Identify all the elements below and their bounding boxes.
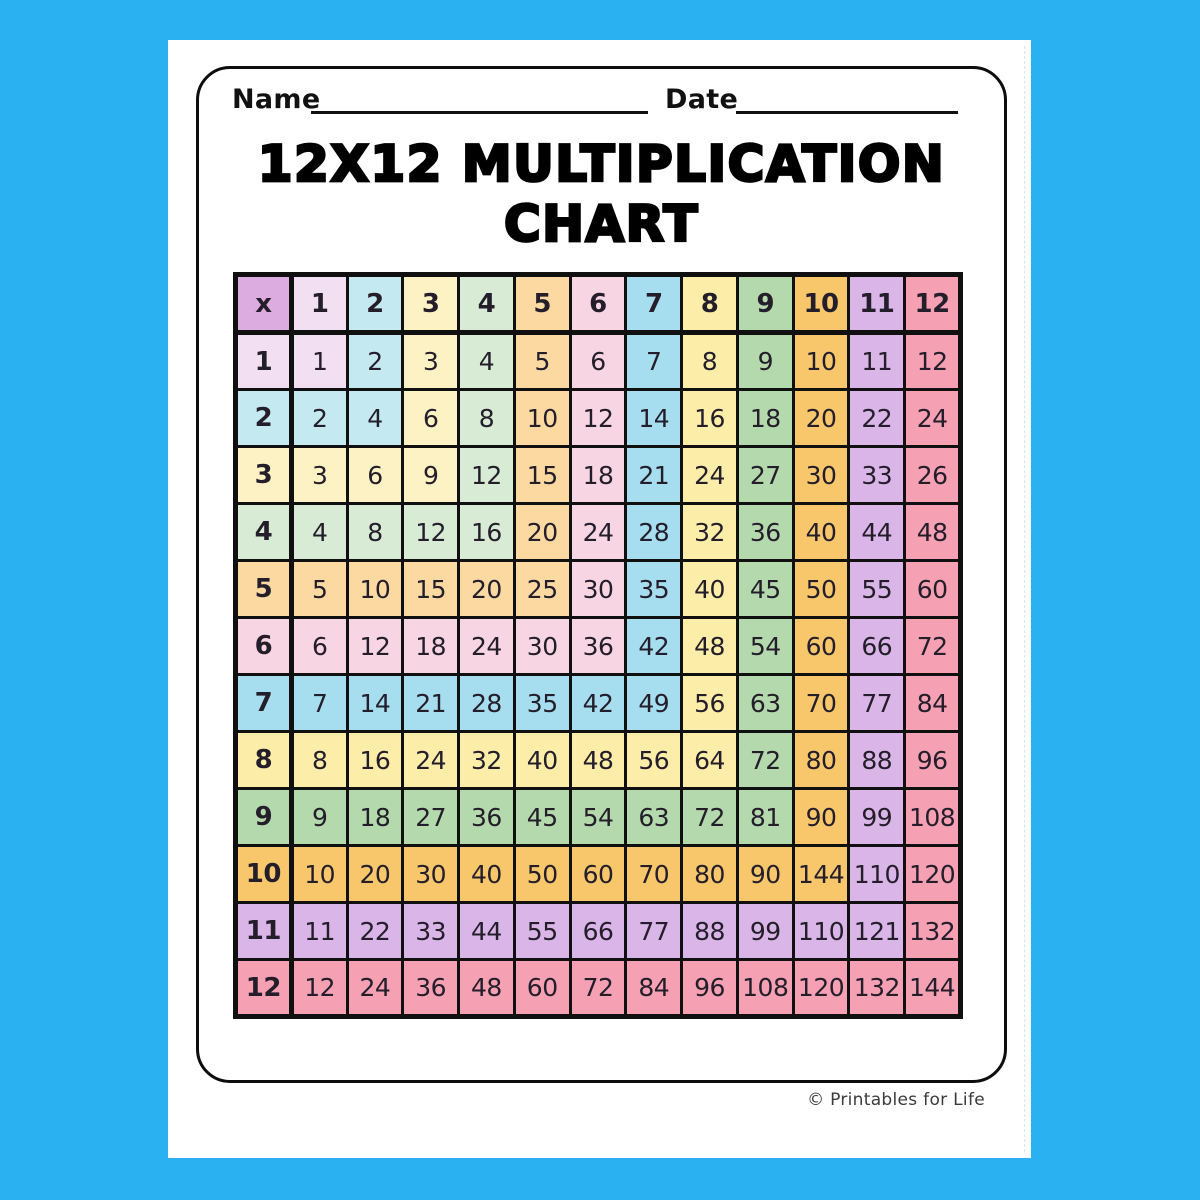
row-header: 8	[236, 732, 292, 789]
col-header: 4	[459, 275, 515, 333]
table-cell: 35	[626, 561, 682, 618]
table-cell: 96	[682, 960, 738, 1017]
table-row	[236, 504, 961, 561]
name-blank-line	[311, 86, 648, 114]
table-cell: 24	[403, 732, 459, 789]
table-cell: 40	[793, 504, 849, 561]
table-cell: 18	[403, 618, 459, 675]
table-cell: 84	[905, 675, 961, 732]
table-cell: 42	[570, 675, 626, 732]
title-line-1: 12X12 MULTIPLICATION	[257, 135, 946, 193]
table-cell: 108	[737, 960, 793, 1017]
table-cell: 10	[793, 333, 849, 390]
table-cell: 36	[459, 789, 515, 846]
table-cell: 48	[570, 732, 626, 789]
table-cell: 10	[347, 561, 403, 618]
table-cell: 48	[682, 618, 738, 675]
table-cell: 16	[682, 390, 738, 447]
table-cell: 40	[682, 561, 738, 618]
table-cell: 22	[347, 903, 403, 960]
table-cell: 8	[347, 504, 403, 561]
col-header: 8	[682, 275, 738, 333]
table-cell: 24	[682, 447, 738, 504]
table-cell: 48	[905, 504, 961, 561]
table-cell: 12	[459, 447, 515, 504]
table-cell: 28	[626, 504, 682, 561]
table-cell: 55	[514, 903, 570, 960]
table-cell: 12	[403, 504, 459, 561]
table-cell: 60	[905, 561, 961, 618]
worksheet-page	[168, 40, 1031, 1158]
table-cell: 9	[403, 447, 459, 504]
table-cell: 7	[291, 675, 347, 732]
table-cell: 14	[347, 675, 403, 732]
table-cell: 90	[793, 789, 849, 846]
table-cell: 24	[459, 618, 515, 675]
table-cell: 3	[403, 333, 459, 390]
table-row	[236, 333, 961, 390]
cut-guide-line	[1024, 46, 1025, 1152]
table-cell: 27	[403, 789, 459, 846]
table-cell: 24	[347, 960, 403, 1017]
table-cell: 5	[291, 561, 347, 618]
table-row	[236, 561, 961, 618]
table-cell: 6	[291, 618, 347, 675]
row-header: 10	[236, 846, 292, 903]
table-cell: 96	[905, 732, 961, 789]
name-label: Name	[232, 84, 321, 115]
table-cell: 108	[905, 789, 961, 846]
table-row	[236, 618, 961, 675]
table-cell: 50	[793, 561, 849, 618]
table-cell: 66	[570, 903, 626, 960]
table-cell: 20	[347, 846, 403, 903]
table-cell: 11	[849, 333, 905, 390]
table-cell: 33	[403, 903, 459, 960]
worksheet-title	[196, 134, 1007, 254]
table-cell: 72	[682, 789, 738, 846]
table-cell: 55	[849, 561, 905, 618]
table-cell: 110	[849, 846, 905, 903]
table-cell: 25	[514, 561, 570, 618]
table-cell: 33	[849, 447, 905, 504]
table-cell: 88	[849, 732, 905, 789]
col-header: 9	[737, 275, 793, 333]
table-cell: 30	[793, 447, 849, 504]
table-cell: 24	[905, 390, 961, 447]
table-cell: 9	[291, 789, 347, 846]
table-cell: 6	[347, 447, 403, 504]
table-cell: 8	[459, 390, 515, 447]
date-blank-line	[736, 86, 958, 114]
table-cell: 35	[514, 675, 570, 732]
table-cell: 3	[291, 447, 347, 504]
col-header: 1	[291, 275, 347, 333]
table-cell: 18	[570, 447, 626, 504]
table-cell: 22	[849, 390, 905, 447]
table-cell: 54	[570, 789, 626, 846]
table-cell: 4	[291, 504, 347, 561]
table-cell: 80	[793, 732, 849, 789]
table-cell: 63	[626, 789, 682, 846]
table-cell: 72	[570, 960, 626, 1017]
table-cell: 110	[793, 903, 849, 960]
multiplication-table-body	[236, 275, 961, 1017]
col-header: 3	[403, 275, 459, 333]
table-row	[236, 789, 961, 846]
table-cell: 132	[849, 960, 905, 1017]
table-cell: 42	[626, 618, 682, 675]
row-header: 1	[236, 333, 292, 390]
table-cell: 21	[403, 675, 459, 732]
col-header: 5	[514, 275, 570, 333]
row-header: 5	[236, 561, 292, 618]
table-cell: 45	[514, 789, 570, 846]
row-header: 9	[236, 789, 292, 846]
table-cell: 64	[682, 732, 738, 789]
table-cell: 1	[291, 333, 347, 390]
corner-cell: x	[236, 275, 292, 333]
table-cell: 12	[905, 333, 961, 390]
row-header: 11	[236, 903, 292, 960]
table-cell: 70	[793, 675, 849, 732]
multiplication-table	[233, 272, 963, 1019]
table-cell: 24	[570, 504, 626, 561]
table-cell: 28	[459, 675, 515, 732]
table-cell: 15	[514, 447, 570, 504]
table-cell: 10	[291, 846, 347, 903]
table-row	[236, 675, 961, 732]
table-cell: 99	[849, 789, 905, 846]
table-cell: 121	[849, 903, 905, 960]
table-cell: 32	[459, 732, 515, 789]
table-cell: 11	[291, 903, 347, 960]
table-cell: 56	[682, 675, 738, 732]
table-cell: 90	[737, 846, 793, 903]
table-cell: 10	[514, 390, 570, 447]
table-cell: 50	[514, 846, 570, 903]
table-cell: 4	[347, 390, 403, 447]
row-header: 2	[236, 390, 292, 447]
col-header: 2	[347, 275, 403, 333]
table-cell: 40	[514, 732, 570, 789]
table-cell: 20	[459, 561, 515, 618]
table-cell: 77	[626, 903, 682, 960]
table-row	[236, 960, 961, 1017]
table-cell: 8	[682, 333, 738, 390]
table-cell: 18	[347, 789, 403, 846]
table-cell: 44	[459, 903, 515, 960]
date-label: Date	[665, 84, 739, 115]
table-cell: 7	[626, 333, 682, 390]
table-cell: 30	[403, 846, 459, 903]
table-cell: 66	[849, 618, 905, 675]
table-cell: 14	[626, 390, 682, 447]
col-header: 6	[570, 275, 626, 333]
row-header: 12	[236, 960, 292, 1017]
col-header: 7	[626, 275, 682, 333]
table-cell: 16	[347, 732, 403, 789]
table-cell: 144	[793, 846, 849, 903]
row-header: 4	[236, 504, 292, 561]
col-header: 11	[849, 275, 905, 333]
table-cell: 30	[570, 561, 626, 618]
table-cell: 84	[626, 960, 682, 1017]
table-cell: 99	[737, 903, 793, 960]
row-header: 6	[236, 618, 292, 675]
table-cell: 18	[737, 390, 793, 447]
header-row	[236, 275, 961, 333]
col-header: 10	[793, 275, 849, 333]
table-row	[236, 390, 961, 447]
copyright-credit: © Printables for Life	[807, 1090, 985, 1110]
table-cell: 81	[737, 789, 793, 846]
table-cell: 12	[291, 960, 347, 1017]
table-cell: 2	[347, 333, 403, 390]
table-cell: 49	[626, 675, 682, 732]
table-cell: 40	[459, 846, 515, 903]
table-cell: 12	[570, 390, 626, 447]
table-cell: 60	[570, 846, 626, 903]
table-cell: 60	[793, 618, 849, 675]
table-cell: 16	[459, 504, 515, 561]
table-cell: 60	[514, 960, 570, 1017]
table-cell: 72	[737, 732, 793, 789]
table-cell: 8	[291, 732, 347, 789]
table-cell: 56	[626, 732, 682, 789]
table-cell: 2	[291, 390, 347, 447]
table-cell: 72	[905, 618, 961, 675]
table-cell: 26	[905, 447, 961, 504]
table-cell: 48	[459, 960, 515, 1017]
table-cell: 70	[626, 846, 682, 903]
table-cell: 45	[737, 561, 793, 618]
table-cell: 77	[849, 675, 905, 732]
col-header: 12	[905, 275, 961, 333]
table-cell: 36	[570, 618, 626, 675]
table-cell: 5	[514, 333, 570, 390]
row-header: 3	[236, 447, 292, 504]
table-cell: 132	[905, 903, 961, 960]
table-cell: 30	[514, 618, 570, 675]
table-cell: 32	[682, 504, 738, 561]
table-cell: 20	[793, 390, 849, 447]
table-cell: 36	[737, 504, 793, 561]
table-row	[236, 447, 961, 504]
row-header: 7	[236, 675, 292, 732]
table-cell: 6	[570, 333, 626, 390]
table-cell: 120	[905, 846, 961, 903]
table-cell: 4	[459, 333, 515, 390]
table-cell: 21	[626, 447, 682, 504]
table-cell: 6	[403, 390, 459, 447]
table-cell: 63	[737, 675, 793, 732]
table-cell: 120	[793, 960, 849, 1017]
table-cell: 15	[403, 561, 459, 618]
table-cell: 144	[905, 960, 961, 1017]
table-cell: 9	[737, 333, 793, 390]
table-cell: 27	[737, 447, 793, 504]
table-row	[236, 732, 961, 789]
table-row	[236, 903, 961, 960]
table-row	[236, 846, 961, 903]
table-cell: 80	[682, 846, 738, 903]
table-cell: 44	[849, 504, 905, 561]
table-cell: 36	[403, 960, 459, 1017]
table-cell: 54	[737, 618, 793, 675]
table-cell: 88	[682, 903, 738, 960]
title-line-2: CHART	[503, 195, 700, 253]
table-cell: 12	[347, 618, 403, 675]
table-cell: 20	[514, 504, 570, 561]
